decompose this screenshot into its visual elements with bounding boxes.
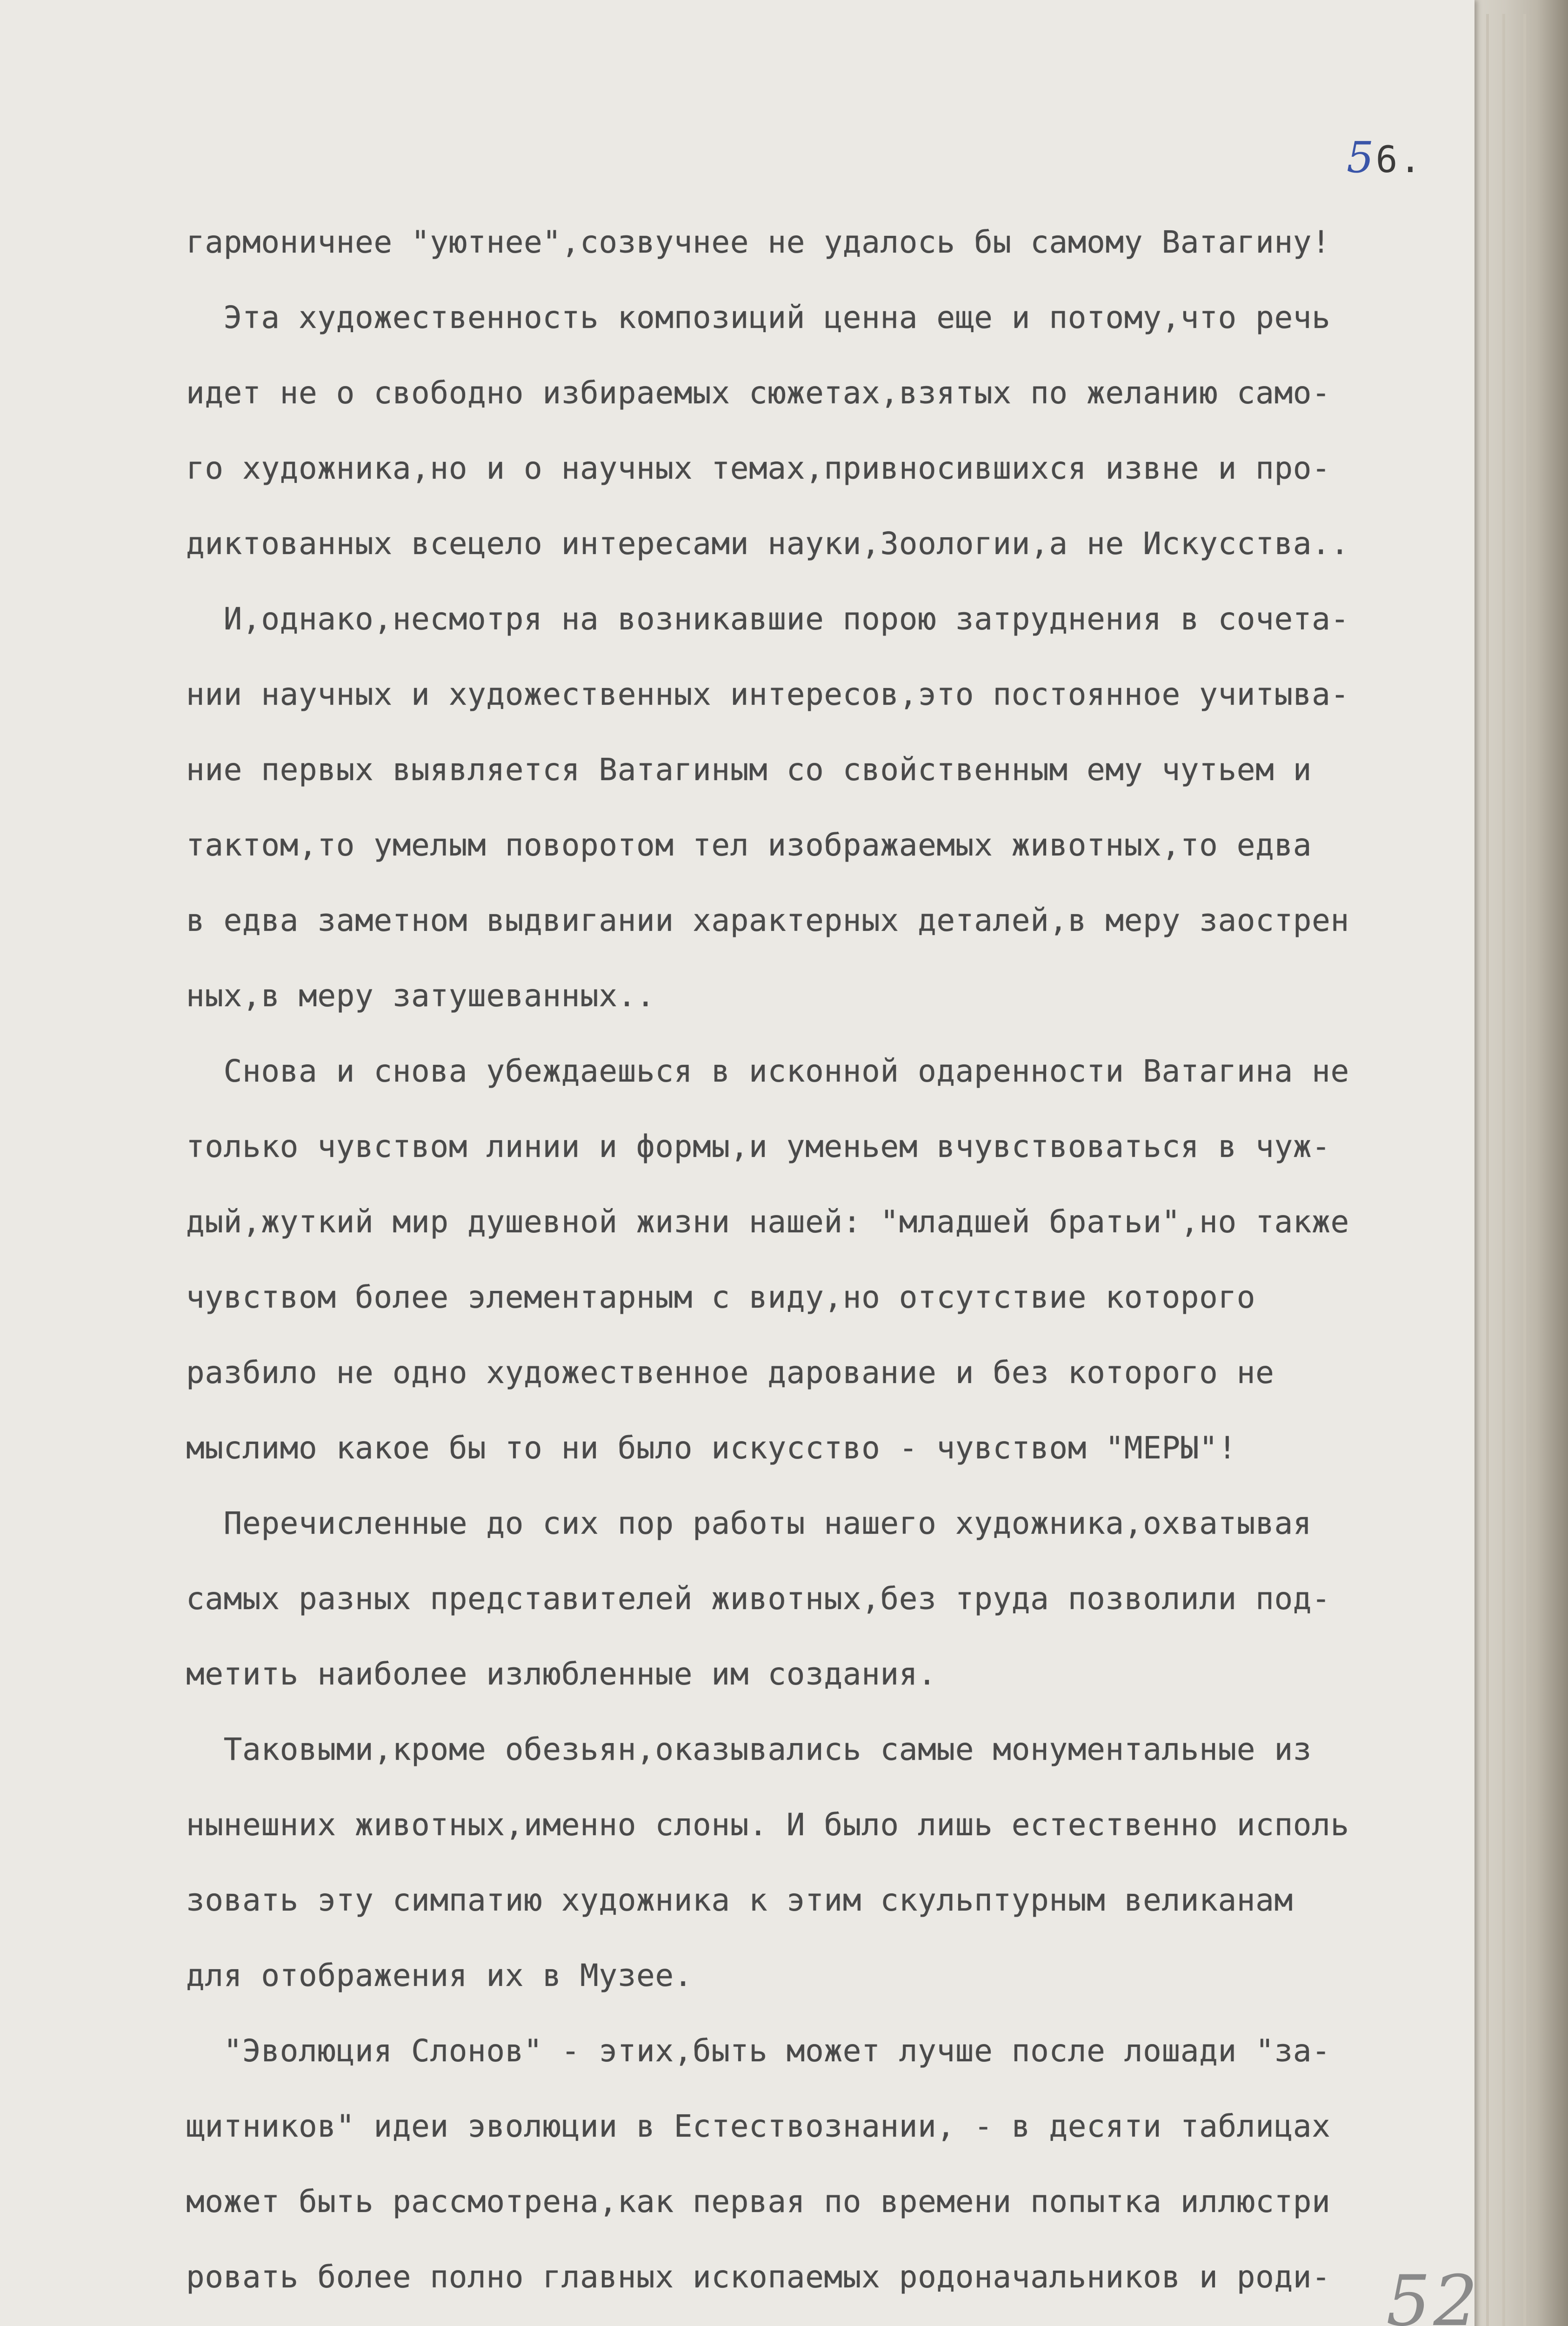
- text-line: метить наиболее излюбленные им создания.: [186, 1656, 937, 1692]
- text-line: разбило не одно художественное дарование и без которого не: [186, 1355, 1274, 1390]
- text-line: ровать более полно главных ископаемых родоначальников и роди-: [186, 2259, 1331, 2295]
- folio-number: 52: [1386, 2261, 1481, 2326]
- text-line: дый,жуткий мир душевной жизни нашей: "младшей братьи",но также: [186, 1204, 1349, 1240]
- text-line: нии научных и художественных интересов,это постоянное учитыва-: [186, 676, 1349, 712]
- text-line: тактом,то умелым поворотом тел изображаемых животных,то едва: [186, 827, 1312, 863]
- page-number: [1347, 133, 1423, 182]
- text-line: идет не о свободно избираемых сюжетах,взятых по желанию само-: [186, 375, 1331, 411]
- text-line: гармоничнее "уютнее",созвучнее не удалось бы самому Ватагину!: [186, 224, 1331, 260]
- text-line: только чувством линии и формы,и уменьем вчувствоваться в чуж-: [186, 1129, 1331, 1164]
- text-line: самых разных представителей животных,без труда позволили под-: [186, 1581, 1331, 1617]
- text-line: Снова и снова убеждаешься в исконной одаренности Ватагина не: [186, 1053, 1349, 1089]
- text-line: Перечисленные до сих пор работы нашего художника,охватывая: [186, 1505, 1312, 1541]
- text-line: Таковыми,кроме обезьян,оказывались самые монументальные из: [186, 1731, 1312, 1767]
- text-line: ных,в меру затушеванных..: [186, 978, 655, 1014]
- text-line: нынешних животных,именно слоны. И было лишь естественно исполь: [186, 1807, 1349, 1843]
- text-line: [186, 2315, 1516, 2326]
- text-line: го художника,но и о научных темах,привносившихся извне и про-: [186, 450, 1331, 486]
- stacked-page-edge: [1523, 14, 1526, 2326]
- text-line: "Эволюция Слонов" - этих,быть может лучше после лошади "за-: [186, 2033, 1331, 2069]
- text-line: в едва заметном выдвигании характерных деталей,в меру заострен: [186, 902, 1349, 938]
- page-number-handwritten: 5: [1347, 133, 1376, 182]
- text-line: ние первых выявляется Ватагиным со свойственным ему чутьем и: [186, 752, 1312, 788]
- text-line: чувством более элементарным с виду,но отсутствие которого: [186, 1279, 1256, 1315]
- text-line: И,однако,несмотря на возникавшие порою затруднения в сочета-: [186, 601, 1349, 637]
- page-number-typed: 6.: [1375, 139, 1423, 181]
- text-line: щитников" идеи эволюции в Естествознании, - в десяти таблицах: [186, 2108, 1331, 2144]
- body-text: [186, 205, 1516, 2326]
- text-line: мыслимо какое бы то ни было искусство - чувством "МЕРЫ"!: [186, 1430, 1237, 1466]
- text-line: диктованных всецело интересами науки,Зоологии,а не Искусства..: [186, 526, 1349, 561]
- text-line: Эта художественность композиций ценна еще и потому,что речь: [186, 300, 1331, 335]
- text-line: может быть рассмотрена,как первая по времени попытка иллюстри: [186, 2184, 1331, 2219]
- text-line: зовать эту симпатию художника к этим скульптурным великанам: [186, 1882, 1293, 1918]
- text-line: для отображения их в Музее.: [186, 1958, 693, 1993]
